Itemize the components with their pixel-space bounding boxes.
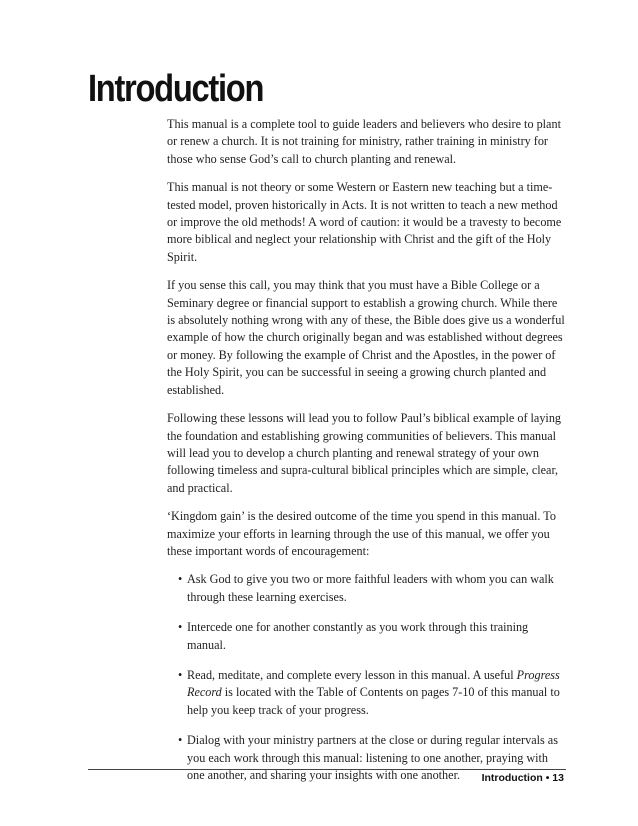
list-item-text-continued: is located with the Table of Contents on pages 7-10 of this manual to help you keep track of your progress. xyxy=(187,685,560,717)
list-item xyxy=(178,571,565,606)
list-item-text: Read, meditate, and complete every lesson in this manual. A useful xyxy=(187,667,517,682)
list-item-text: Ask God to give you two or more faithful leaders with whom you can walk through these learning exercises. xyxy=(187,572,554,604)
list-item-text: Intercede one for another constantly as you work through this training manual. xyxy=(187,620,529,652)
list-item xyxy=(178,619,565,654)
page-footer: Introduction • 13 xyxy=(481,772,564,784)
bullet-icon: • xyxy=(178,733,183,748)
footer-divider xyxy=(88,769,566,770)
intro-paragraph-3: If you sense this call, you may think that you must have a Bible College or a Seminary degree or financial support to establish a growing church. While there is absolutely nothing wrong with any of these, the Bible does give us a wonderful example of how the church originally began and was established without degrees or money. By following the example of Christ and the Apostles, in the power of the Holy Spirit, you can be successful in seeing a growing church planted and established. xyxy=(167,278,565,397)
body-text xyxy=(167,116,565,797)
intro-paragraph-1: This manual is a complete tool to guide leaders and believers who desire to plant or renew a church. It is not training for ministry, rather training in ministry for those who sense God’s call to church planting and renewal. xyxy=(167,117,561,166)
page-title: Introduction xyxy=(88,68,264,110)
bullet-icon: • xyxy=(178,572,183,587)
bullet-icon: • xyxy=(178,667,183,682)
list-item-text: Dialog with your ministry partners at the close or during regular intervals as you each work through this manual: listening to one another, praying with one another, and sharing your insights with one another. xyxy=(187,733,558,782)
intro-paragraph-2: This manual is not theory or some Western or Eastern new teaching but a time-tested model, proven historically in Acts. It is not written to teach a new method or improve the old methods! A word of caution: it would be a travesty to become more biblical and neglect your relationship with Christ and the gift of the Holy Spirit. xyxy=(167,180,562,264)
encouragement-list xyxy=(167,571,565,784)
bullet-icon: • xyxy=(178,620,183,635)
list-item xyxy=(178,667,565,719)
intro-paragraph-4: Following these lessons will lead you to follow Paul’s biblical example of laying the foundation and establishing growing communities of believers. This manual will lead you to develop a church planting and renewal strategy of your own following timeless and supra-cultural biblical principles which are simple, clear, and practical. xyxy=(167,411,562,495)
intro-paragraph-5: ‘Kingdom gain’ is the desired outcome of the time you spend in this manual. To maximize your efforts in learning through the use of this manual, we offer you these important words of encouragement: xyxy=(167,509,556,558)
list-item-emphasis: Progress Record xyxy=(187,667,560,700)
